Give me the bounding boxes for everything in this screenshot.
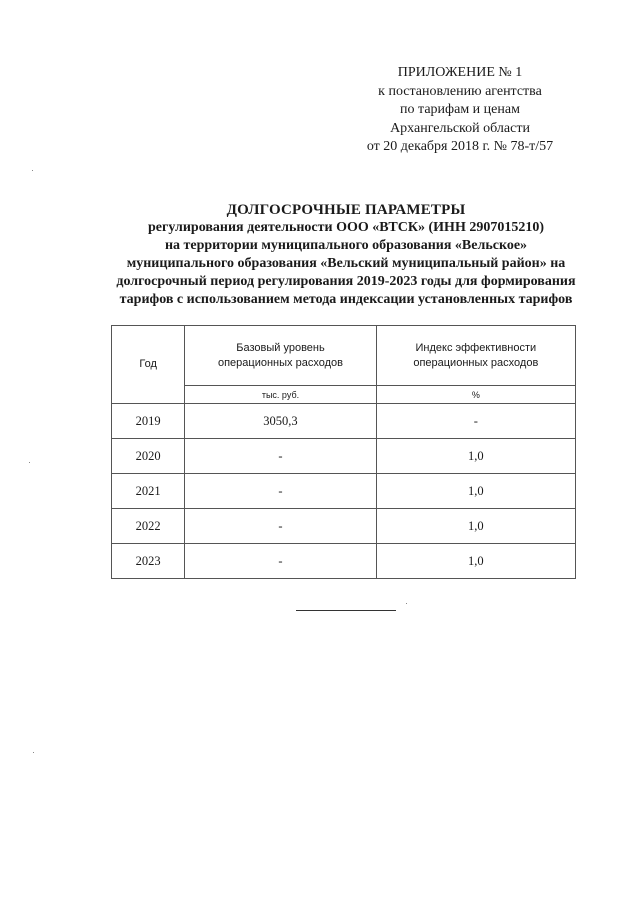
cell-base: - (185, 474, 376, 509)
table-header-row (112, 326, 576, 386)
title-line: на территории муниципального образования «Вельское» (164, 238, 528, 253)
cell-year: 2022 (112, 509, 185, 544)
title-line: тарифов с использованием метода индексации установленных тарифов (119, 292, 573, 307)
header-base-line2: операционных расходов (217, 356, 343, 369)
scan-speck (406, 603, 407, 604)
cell-year: 2023 (112, 544, 185, 579)
scan-speck (29, 462, 30, 463)
header-year: Год (112, 326, 185, 404)
title-line: муниципального образования «Вельский муниципальный район» на (126, 256, 566, 271)
appendix-line: к постановлению агентства (378, 83, 542, 99)
table-row (112, 544, 576, 579)
title-line: долгосрочный период регулирования 2019-2023 годы для формирования (116, 274, 576, 289)
header-index-line2: операционных расходов (413, 356, 539, 369)
cell-year: 2019 (112, 404, 185, 439)
document-title (60, 201, 632, 309)
cell-index: 1,0 (376, 474, 575, 509)
cell-year: 2020 (112, 439, 185, 474)
appendix-date: от 20 декабря 2018 г. № 78-т/57 (366, 139, 554, 154)
cell-base: 3050,3 (185, 404, 376, 439)
cell-index: 1,0 (376, 509, 575, 544)
cell-base: - (185, 544, 376, 579)
scan-speck (33, 752, 34, 753)
cell-index: 1,0 (376, 544, 575, 579)
unit-index: % (376, 386, 575, 404)
header-efficiency-index (376, 326, 575, 386)
appendix-header (330, 64, 590, 157)
header-base-level (185, 326, 376, 386)
cell-year: 2021 (112, 474, 185, 509)
table-row (112, 404, 576, 439)
table-row (112, 509, 576, 544)
appendix-line: по тарифам и ценам (400, 102, 520, 117)
header-base-line1: Базовый уровень (236, 341, 325, 354)
appendix-line: Архангельской области (390, 120, 530, 136)
title-line: регулирования деятельности ООО «ВТСК» (ИНН 2907015210) (148, 220, 544, 235)
table-row (112, 439, 576, 474)
parameters-table (111, 325, 576, 579)
scan-speck (32, 170, 33, 171)
title-main: ДОЛГОСРОЧНЫЕ ПАРАМЕТРЫ (226, 202, 466, 218)
table-row (112, 474, 576, 509)
header-index-line1: Индекс эффективности (415, 341, 537, 354)
cell-base: - (185, 439, 376, 474)
appendix-title: ПРИЛОЖЕНИЕ № 1 (397, 65, 523, 80)
unit-base: тыс. руб. (185, 386, 376, 404)
cell-index: - (376, 404, 575, 439)
cell-base: - (185, 509, 376, 544)
closing-rule (296, 610, 396, 611)
cell-index: 1,0 (376, 439, 575, 474)
